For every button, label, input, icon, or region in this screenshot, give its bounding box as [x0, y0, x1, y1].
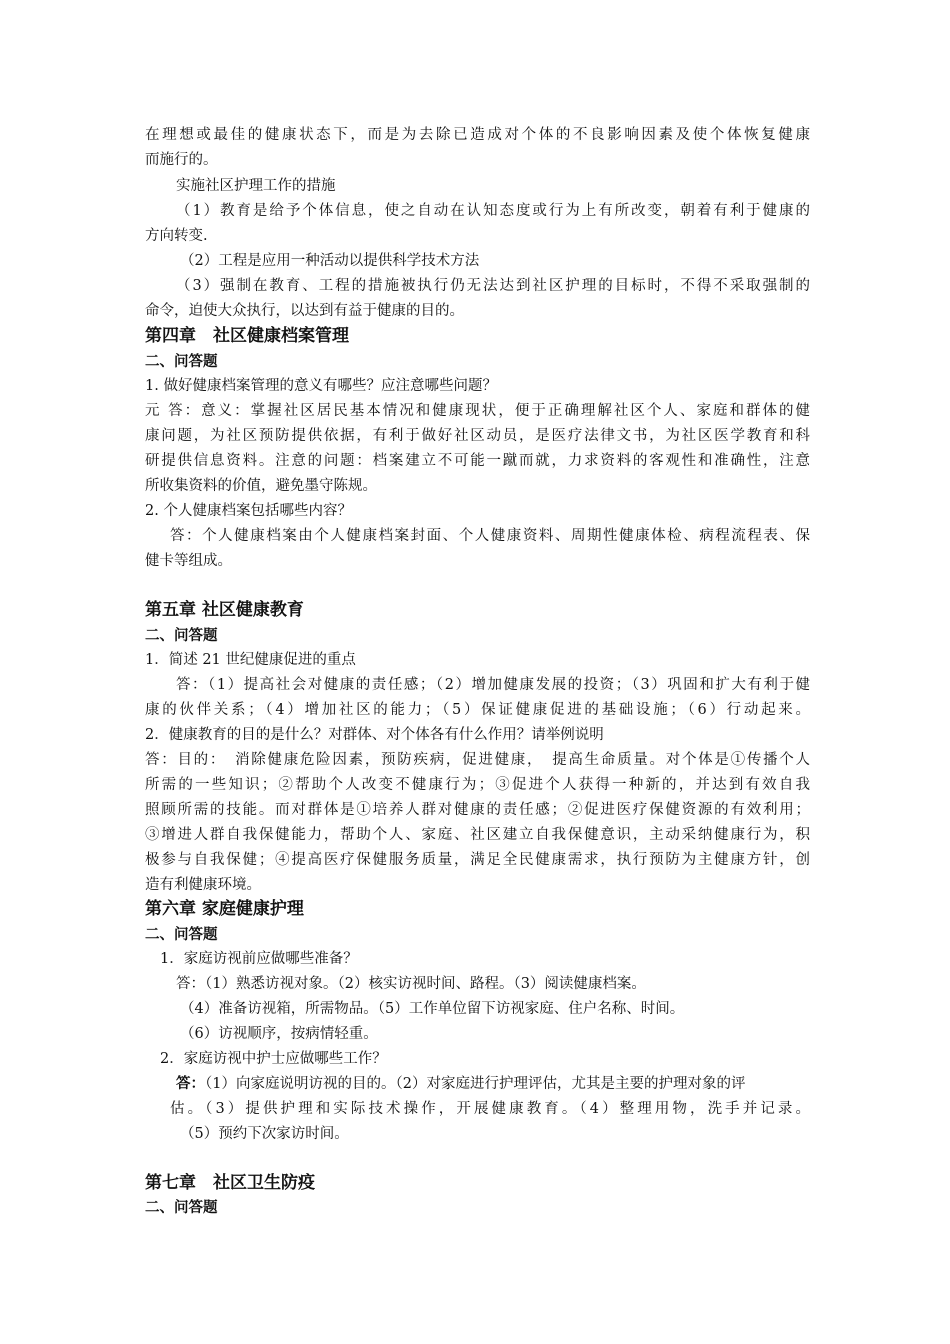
- answer-line: 答：目的： 消除健康危险因素，预防疾病，促进健康， 提高生命质量。对个体是①传播个人: [145, 752, 810, 768]
- body-line: （3）强制在教育、工程的措施被执行仍无法达到社区护理的目标时，不得不采取强制的: [176, 278, 810, 294]
- question-line: 1．家庭访视前应做哪些准备？: [160, 951, 358, 967]
- body-line: 方向转变.: [145, 228, 208, 244]
- question-line: 2．家庭访视中护士应做哪些工作？: [160, 1051, 387, 1067]
- chapter-title: 第七章 社区卫生防疫: [145, 1173, 315, 1193]
- answer-line: 照顾所需的技能。而对群体是①培养人群对健康的责任感；②促进医疗保健资源的有效利用；: [145, 802, 810, 818]
- answer-line: 答：个人健康档案由个人健康档案封面、个人健康资料、周期性健康体检、病程流程表、保: [170, 528, 810, 544]
- section-heading-measures: 实施社区护理工作的措施: [176, 178, 336, 194]
- chapter-title: 第六章 家庭健康护理: [145, 899, 304, 919]
- answer-line: [176, 1074, 810, 1094]
- section-title: 二、问答题: [145, 627, 218, 644]
- answer-line: （4）准备访视箱，所需物品。（5）工作单位留下访视家庭、住户名称、时间。: [180, 1001, 685, 1017]
- answer-line: 答：（1）熟悉访视对象。（2）核实访视时间、路程。（3）阅读健康档案。: [176, 976, 646, 992]
- body-line: （2）工程是应用一种活动以提供科学技术方法: [180, 253, 480, 269]
- answer-line: 健卡等组成。: [145, 553, 232, 569]
- answer-line: 康问题，为社区预防提供依据，有利于做好社区动员，是医疗法律文书，为社区医学教育和科: [145, 428, 810, 444]
- answer-line: 估。（3）提供护理和实际技术操作，开展健康教育。（4）整理用物，洗手并记录。: [170, 1101, 810, 1117]
- section-title: 二、问答题: [145, 353, 218, 370]
- question-line: 2．健康教育的目的是什么？对群体、对个体各有什么作用？请举例说明: [145, 727, 604, 743]
- body-line: （1）教育是给予个体信息，使之自动在认知态度或行为上有所改变，朝着有利于健康的: [176, 203, 810, 219]
- answer-label: 答：: [176, 1075, 205, 1092]
- chapter-title: 第五章 社区健康教育: [145, 600, 304, 620]
- chapter-title: 第四章 社区健康档案管理: [145, 326, 349, 346]
- answer-line: 造有利健康环境。: [145, 877, 261, 893]
- answer-line: 极参与自我保健；④提高医疗保健服务质量，满足全民健康需求，执行预防为主健康方针，创: [145, 852, 810, 868]
- answer-line: （5）预约下次家访时间。: [180, 1126, 349, 1142]
- answer-line: 研提供信息资料。注意的问题：档案建立不可能一蹴而就，力求资料的客观性和准确性，注意: [145, 453, 810, 469]
- question-line: 2. 个人健康档案包括哪些内容？: [145, 503, 352, 519]
- question-line: 1．简述 21 世纪健康促进的重点: [145, 652, 356, 668]
- answer-line: 元 答：意义：掌握社区居民基本情况和健康现状，便于正确理解社区个人、家庭和群体的健: [145, 403, 810, 419]
- answer-line: 所需的一些知识；②帮助个人改变不健康行为；③促进个人获得一种新的，并达到有效自我: [145, 777, 810, 793]
- section-title: 二、问答题: [145, 926, 218, 943]
- body-line: 命令，迫使大众执行，以达到有益于健康的目的。: [145, 303, 464, 319]
- section-title: 二、问答题: [145, 1199, 218, 1216]
- answer-text: （1）向家庭说明访视的目的。（2）对家庭进行护理评估，尤其是主要的护理对象的评: [205, 1076, 746, 1092]
- question-line: 1. 做好健康档案管理的意义有哪些？应注意哪些问题？: [145, 378, 497, 394]
- answer-line: 答：（1）提高社会对健康的责任感；（2）增加健康发展的投资；（3）巩固和扩大有利于健: [176, 677, 810, 693]
- body-line: 在理想或最佳的健康状态下，而是为去除已造成对个体的不良影响因素及使个体恢复健康: [145, 127, 810, 143]
- answer-line: 康的伙伴关系；（4）增加社区的能力；（5）保证健康促进的基础设施；（6）行动起来。: [145, 702, 810, 718]
- body-line: 而施行的。: [145, 152, 218, 168]
- answer-line: ③增进人群自我保健能力，帮助个人、家庭、社区建立自我保健意识，主动采纳健康行为，积: [145, 827, 810, 843]
- answer-line: 所收集资料的价值，避免墨守陈规。: [145, 478, 377, 494]
- answer-line: （6）访视顺序，按病情轻重。: [180, 1026, 378, 1042]
